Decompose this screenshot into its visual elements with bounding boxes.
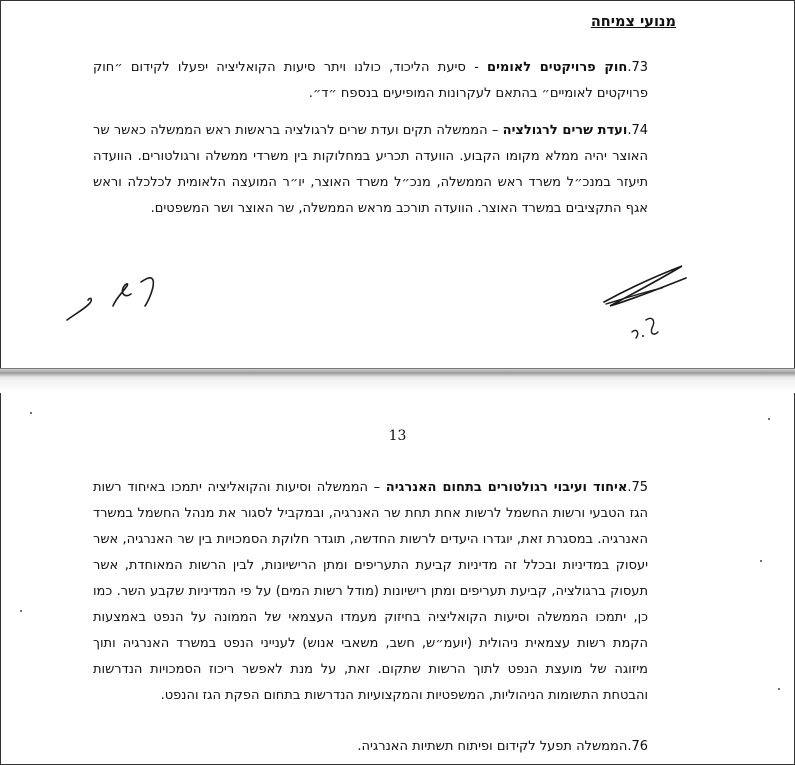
clause-heading: ועדת שרים לרגולציה [502, 123, 628, 138]
section-title: מנועי צמיחה [590, 14, 676, 30]
scan-speck [20, 610, 22, 612]
clause-number: 75. [627, 480, 648, 495]
page-bottom [1, 0, 794, 765]
clause-number: 73. [627, 60, 649, 75]
scan-speck [760, 560, 762, 562]
clause-number: 74. [627, 123, 648, 138]
clause-76 [93, 734, 648, 760]
clause-text: הממשלה תפעל לקידום ופיתוח תשתיות האנרגיה. [357, 739, 628, 754]
clause-75 [93, 475, 648, 709]
clause-heading: איחוד ועיבוי רגולטורים בתחום האנרגיה [385, 480, 628, 495]
scan-speck [768, 418, 770, 420]
clause-text: – הממשלה תקים ועדת שרים לרגולציה בראשות ראש הממשלה כאשר שר האוצר יהיה ממלא מקומו הקבוע. הוועדה תכריע במחלוקות בין משרדי ממשלה ורגולטורים. הוועדה תיעזר במנכ״ל משרד ראש הממשלה, מנכ״ל משרד האוצר, יו״ר המועצה הלאומית לכלכלה וראש אגף התקציבים במשרד האוצר. הוועדה תורכב מראש הממשלה, שר האוצר ושר המשפטים. [93, 123, 648, 216]
page-number: 13 [388, 428, 407, 444]
clause-text: - סיעת הליכוד, כולנו ויתר סיעות הקואליציה יפעלו לקידום ״חוק פרויקטים לאומיים״ בהתאם לעקרונות המופיעים בנספח ״ד״. [93, 60, 648, 101]
clause-text: – הממשלה וסיעות והקואליציה יתמכו באיחוד רשות הגז הטבעי ורשות החשמל לרשות אחת תחת שר האנרגיה, ובמקביל לסגור את מנהל החשמל במשרד האנרגיה. במסגרת זאת, יוגדרו היעדים לרשות החדשה, תוגדר חלוקת הסמכויות בין שר האנרגיה, אשר יעסוק במדיניות ובכלל זה מדיניות קביעת התעריפים ומתן הרישיונות, לבין הרשות המאוחדת, אשר תעסוק ברגולציה, קביעת תעריפים ומתן רישיונות (מודל רשות המים) על פי המדיניות שקבע השר. כמו כן, יתמכו הממשלה וסיעות הקואליציה בחיזוק מעמדו העצמאי של הממונה על הנפט באמצעות הקמת רשות עצמאית ניהולית (יועמ״ש, חשב, משאבי אנוש) לענייני הנפט במשרד האנרגיה ותוך מיזוגה של מועצת הנפט לתוך הרשות שתקום. זאת, על מנת לאפשר ריכוז הסמכויות הנדרשות והבטחת התשומות הניהוליות, המשפטיות והמקצועיות הנדרשות בתחום הפקת הגז והנפט. [93, 480, 648, 703]
scan-speck [778, 688, 780, 690]
clause-heading: חוק פרויקטים לאומים [487, 60, 628, 75]
clause-number: 76. [627, 739, 648, 754]
scan-speck [30, 412, 32, 414]
